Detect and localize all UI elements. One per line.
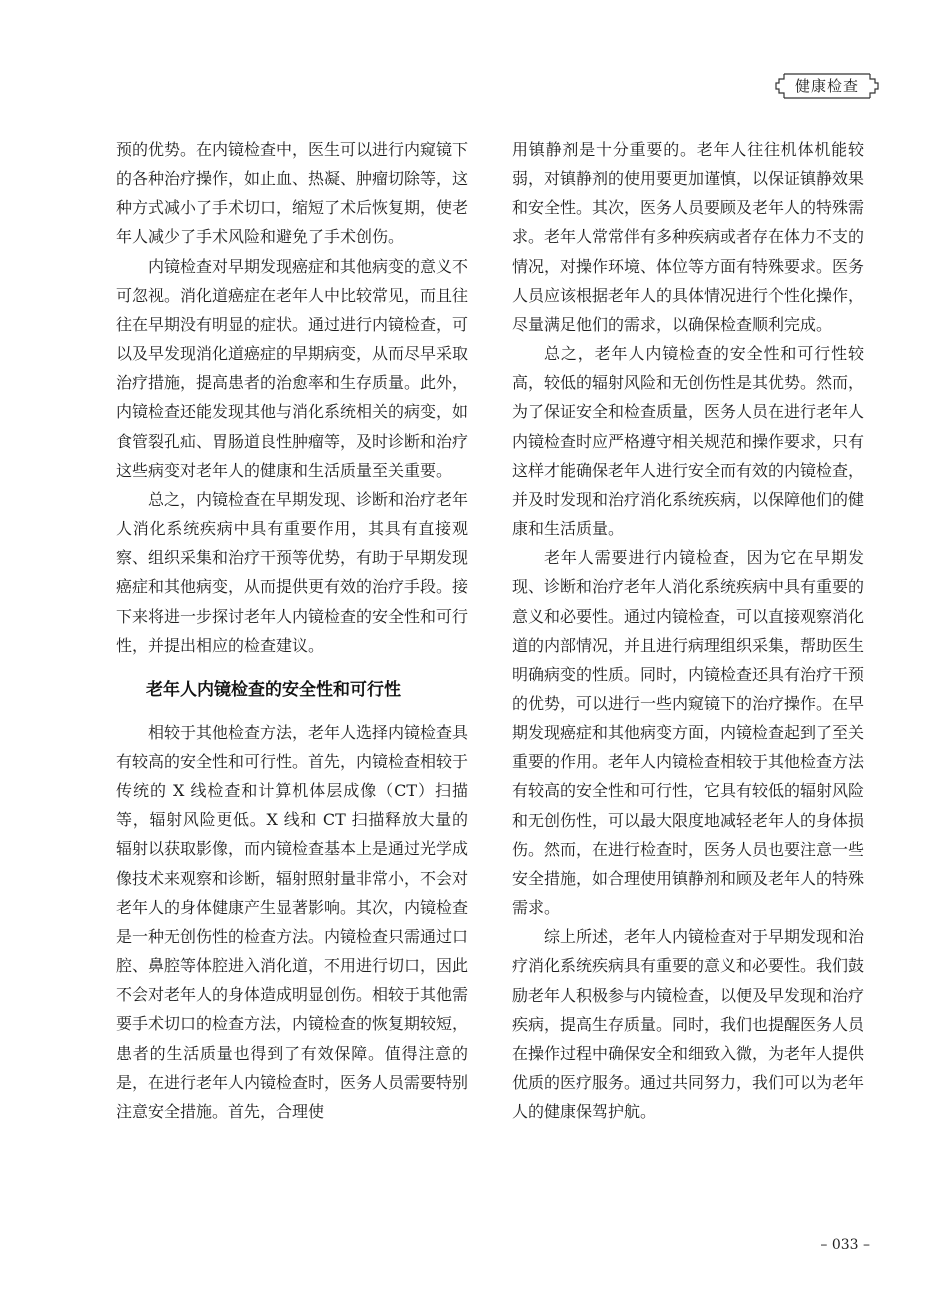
paragraph: 总之，内镜检查在早期发现、诊断和治疗老年人消化系统疾病中具有重要作用，其具有直接观察、组织采集和治疗干预等优势，有助于早期发现癌症和其他病变，从而提供更有效的治疗手段。接下来将进一步探讨老年人内镜检查的安全性和可行性，并提出相应的检查建议。 xyxy=(116,489,469,655)
paragraph: 内镜检查对早期发现癌症和其他病变的意义不可忽视。消化道癌症在老年人中比较常见，而且往往在早期没有明显的症状。通过进行内镜检查，可以及早发现消化道癌症的早期病变，从而尽早采取治疗措施，提高患者的治愈率和生存质量。此外，内镜检查还能发现其他与消化系统相关的病变，如食管裂孔疝、胃肠道良性肿瘤等，及时诊断和治疗这些病变对老年人的健康和生活质量至关重要。 xyxy=(116,256,469,480)
right-column xyxy=(512,135,864,1126)
paragraph: 用镇静剂是十分重要的。老年人往往机体机能较弱，对镇静剂的使用要更加谨慎，以保证镇静效果和安全性。其次，医务人员要顾及老年人的特殊需求。老年人常常伴有多种疾病或者存在体力不支的情况，对操作环境、体位等方面有特殊要求。医务人员应该根据老年人的具体情况进行个性化操作，尽量满足他们的需求，以确保检查顺利完成。 xyxy=(512,140,865,334)
page-number: – 033 – xyxy=(820,1237,870,1253)
paragraph: 老年人需要进行内镜检查，因为它在早期发现、诊断和治疗老年人消化系统疾病中具有重要的意义和必要性。通过内镜检查，可以直接观察消化道的内部情况，并且进行病理组织采集，帮助医生明确病变的性质。同时，内镜检查还具有治疗干预的优势，可以进行一些内窥镜下的治疗操作。在早期发现癌症和其他病变方面，内镜检查起到了至关重要的作用。老年人内镜检查相较于其他检查方法有较高的安全性和可行性，它具有较低的辐射风险和无创伤性，可以最大限度地减轻老年人的身体损伤。然而，在进行检查时，医务人员也要注意一些安全措施，如合理使用镇静剂和顾及老年人的特殊需求。 xyxy=(512,548,865,918)
paragraph: 相较于其他检查方法，老年人选择内镜检查具有较高的安全性和可行性。首先，内镜检查相较于传统的 X 线检查和计算机体层成像（CT）扫描等，辐射风险更低。X 线和 CT 扫描释放大量的辐射以获取影像，而内镜检查基本上是通过光学成像技术来观察和诊断，辐射照射量非常小，不会对老年人的身体健康产生显著影响。其次，内镜检查是一种无创伤性的检查方法。内镜检查只需通过口腔、鼻腔等体腔进入消化道，不用进行切口，因此不会对老年人的身体造成明显创伤。相较于其他需要手术切口的检查方法，内镜检查的恢复期较短，患者的生活质量也得到了有效保障。值得注意的是，在进行老年人内镜检查时，医务人员需要特别注意安全措施。首先，合理使 xyxy=(116,722,469,1121)
section-label: 健康检查 xyxy=(794,77,859,95)
paragraph: 总之，老年人内镜检查的安全性和可行性较高，较低的辐射风险和无创伤性是其优势。然而，为了保证安全和检查质量，医务人员在进行老年人内镜检查时应严格遵守相关规范和操作要求，只有这样才能确保老年人进行安全而有效的内镜检查，并及时发现和治疗消化系统疾病，以保障他们的健康和生活质量。 xyxy=(512,344,865,539)
left-column xyxy=(116,135,468,1126)
paragraph: 综上所述，老年人内镜检查对于早期发现和治疗消化系统疾病具有重要的意义和必要性。我们鼓励老年人积极参与内镜检查，以便及早发现和治疗疾病，提高生存质量。同时，我们也提醒医务人员在操作过程中确保安全和细致入微，为老年人提供优质的医疗服务。通过共同努力，我们可以为老年人的健康保驾护航。 xyxy=(512,927,865,1122)
paragraph: 预的优势。在内镜检查中，医生可以进行内窥镜下的各种治疗操作，如止血、热凝、肿瘤切除等，这种方式减小了手术切口，缩短了术后恢复期，使老年人减少了手术风险和避免了手术创伤。 xyxy=(116,140,469,247)
section-header-badge xyxy=(774,70,880,102)
section-heading: 老年人内镜检查的安全性和可行性 xyxy=(146,679,401,700)
